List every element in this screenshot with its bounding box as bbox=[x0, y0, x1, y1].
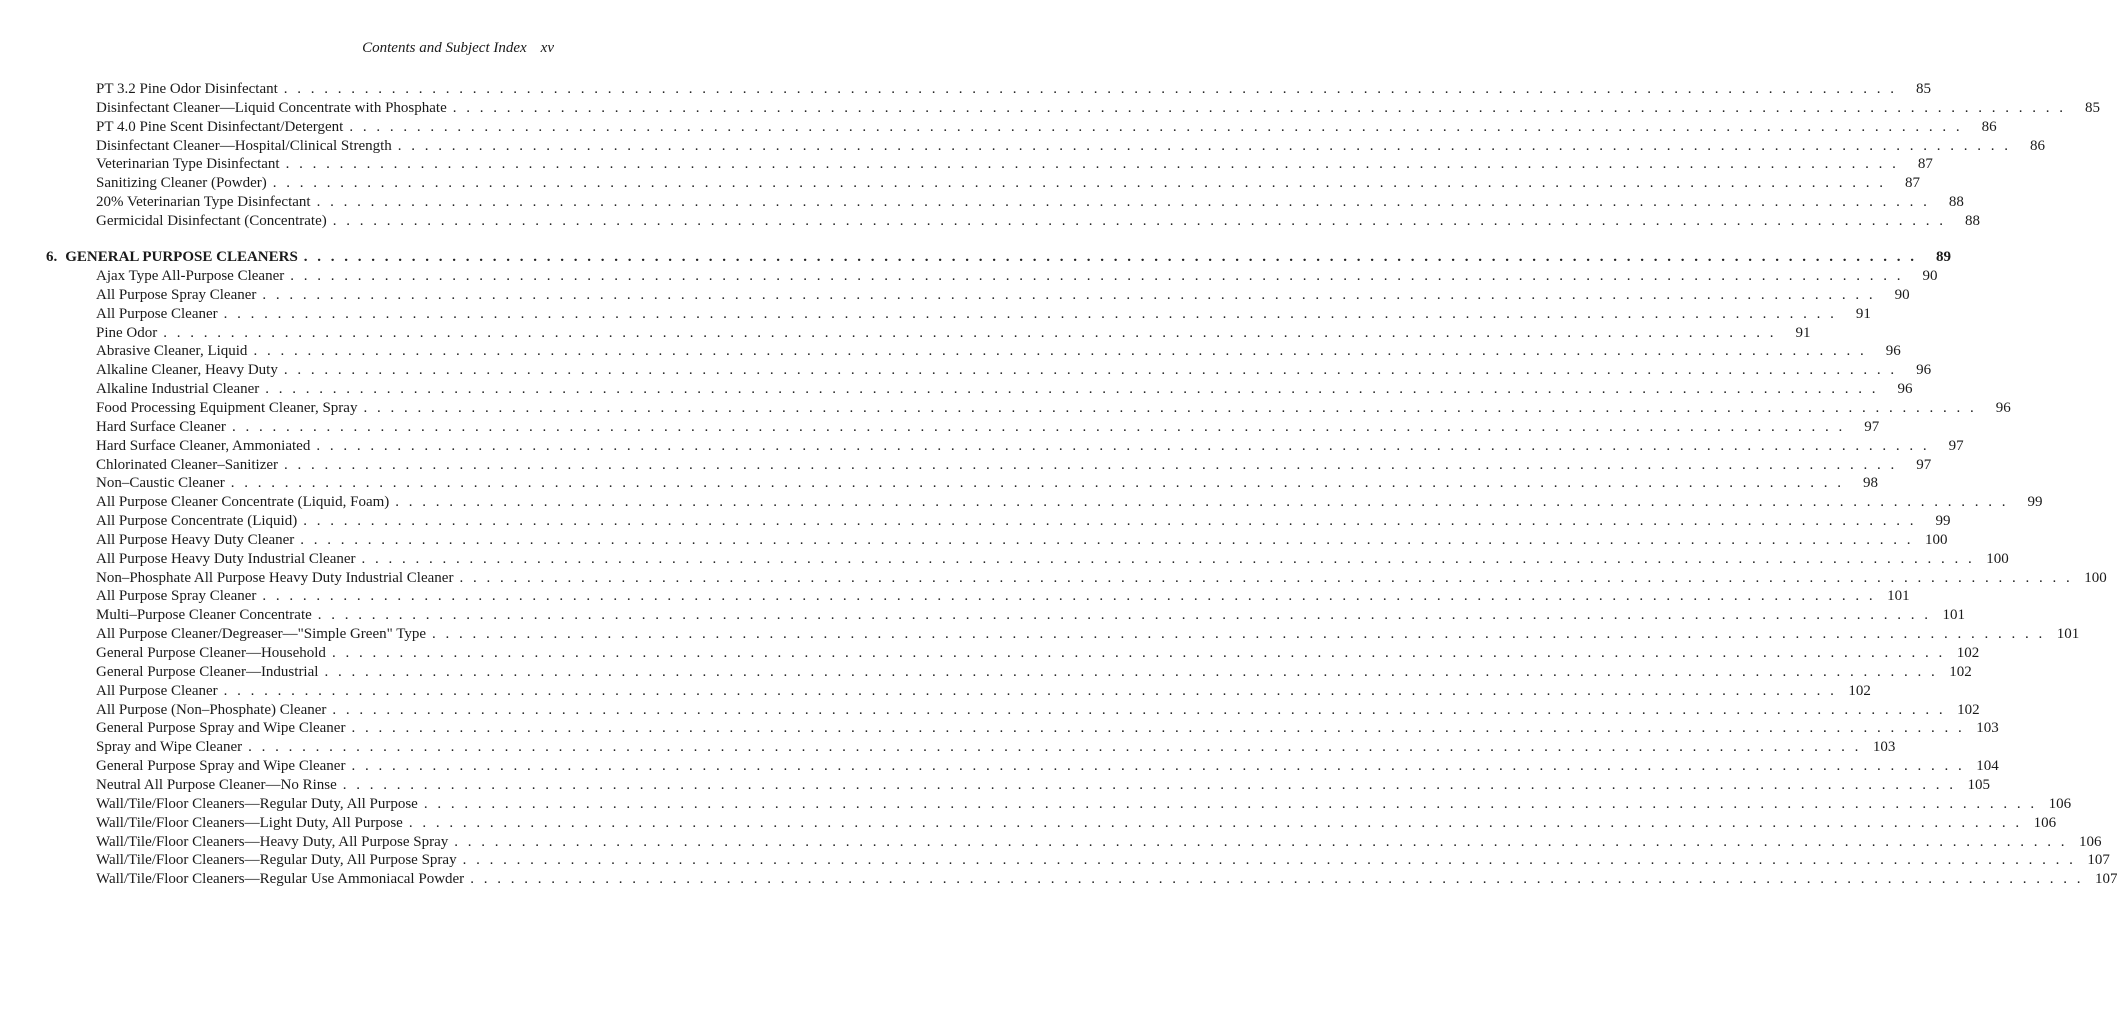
dot-leader: . . . . . . . . . . . . . . . . . . . . . . . . . . . . . . . . . . . . . . . . . . . . . . . . . . . . . . . . . . . . . . . . . . . . . . . . . . . . . . . . . . . . . . . . . . . . . . . . . . . . . . . . . . . . . . . . . . . . . . . . bbox=[316, 194, 1930, 211]
dot-leader: . . . . . . . . . . . . . . . . . . . . . . . . . . . . . . . . . . . . . . . . . . . . . . . . . . . . . . . . . . . . . . . . . . . . . . . . . . . . . . . . . . . . . . . . . . . . . . . . . . . . . . . . . . . . . . . . . . . . . . . . bbox=[316, 437, 1930, 454]
page-number: 96 bbox=[1916, 362, 1932, 379]
dot-leader: . . . . . . . . . . . . . . . . . . . . . . . . . . . . . . . . . . . . . . . . . . . . . . . . . . . . . . . . . . . . . . . . . . . . . . . . . . . . . . . . . . . . . . . . . . . . . . . . . . . . . . . . . . . . . . . . . . . . . . . . bbox=[454, 833, 2068, 850]
entry-title: Veterinarian Type Disinfectant bbox=[96, 156, 280, 173]
entry-title: All Purpose Cleaner/Degreaser—"Simple Green" Type bbox=[96, 626, 426, 643]
dot-leader: . . . . . . . . . . . . . . . . . . . . . . . . . . . . . . . . . . . . . . . . . . . . . . . . . . . . . . . . . . . . . . . . . . . . . . . . . . . . . . . . . . . . . . . . . . . . . . . . . . . . . . . . . . . . . . . . . . . . . . . . bbox=[317, 607, 1932, 624]
page-number: 102 bbox=[1848, 682, 1871, 699]
toc-entry bbox=[96, 814, 2057, 832]
entry-title: Sanitizing Cleaner (Powder) bbox=[96, 175, 267, 192]
entry-title: Hard Surface Cleaner bbox=[96, 418, 226, 435]
toc-entry bbox=[96, 531, 1948, 549]
dot-leader: . . . . . . . . . . . . . . . . . . . . . . . . . . . . . . . . . . . . . . . . . . . . . . . . . . . . . . . . . . . . . . . . . . . . . . . . . . . . . . . . . . . . . . . . . . . . . . . . . . . . . . . . . . . . . . . . . . . . . . . . bbox=[283, 362, 1898, 379]
dot-leader: . . . . . . . . . . . . . . . . . . . . . . . . . . . . . . . . . . . . . . . . . . . . . . . . . . . . . . . . . . . . . . . . . . . . . . . . . . . . . . . . . . . . . . . . . . . . . . . . . . . . . . . . . . . . . . . . . . . . . . . . bbox=[303, 513, 1917, 530]
toc-entry bbox=[96, 870, 2117, 888]
dot-leader: . . . . . . . . . . . . . . . . . . . . . . . . . . . . . . . . . . . . . . . . . . . . . . . . . . . . . . . . . . . . . . . . . . . . . . . . . . . . . . . . . . . . . . . . . . . . . . . . . . . . . . . . . . . . . . . . . . . . . . . . bbox=[253, 343, 1867, 360]
page-number: 88 bbox=[1965, 212, 1980, 229]
page-number: 85 bbox=[1916, 81, 1932, 97]
entry-title: Food Processing Equipment Cleaner, Spray bbox=[96, 399, 358, 416]
dot-leader: . . . . . . . . . . . . . . . . . . . . . . . . . . . . . . . . . . . . . . . . . . . . . . . . . . . . . . . . . . . . . . . . . . . . . . . . . . . . . . . . . . . . . . . . . . . . . . . . . . . . . . . . . . . . . . . . . . . . . . . . bbox=[459, 569, 2073, 586]
page-number: 96 bbox=[1885, 343, 1901, 360]
entry-title: All Purpose Heavy Duty Industrial Cleaner bbox=[96, 550, 356, 567]
toc-entry bbox=[96, 625, 2080, 643]
entry-title: General Purpose Cleaner—Household bbox=[96, 645, 326, 661]
dot-leader: . . . . . . . . . . . . . . . . . . . . . . . . . . . . . . . . . . . . . . . . . . . . . . . . . . . . . . . . . . . . . . . . . . . . . . . . . . . . . . . . . . . . . . . . . . . . . . . . . . . . . . . . . . . . . . . . . . . . . . . . bbox=[290, 268, 1904, 284]
entry-title: Non–Caustic Cleaner bbox=[96, 475, 225, 492]
dot-leader: . . . . . . . . . . . . . . . . . . . . . . . . . . . . . . . . . . . . . . . . . . . . . . . . . . . . . . . . . . . . . . . . . . . . . . . . . . . . . . . . . . . . . . . . . . . . . . . . . . . . . . . . . . . . . . . . . . . . . . . . bbox=[248, 739, 1862, 756]
entry-title: All Purpose Spray Cleaner bbox=[96, 588, 257, 605]
toc-entry bbox=[96, 418, 1880, 436]
entry-title: Abrasive Cleaner, Liquid bbox=[96, 343, 248, 360]
page-number: 100 bbox=[1925, 531, 1948, 548]
toc-entry bbox=[96, 80, 1932, 98]
dot-leader: . . . . . . . . . . . . . . . . . . . . . . . . . . . . . . . . . . . . . . . . . . . . . . . . . . . . . . . . . . . . . . . . . . . . . . . . . . . . . . . . . . . . . . . . . . . . . . . . . . . . . . . . . . . . . . . . . . . . . . . . bbox=[223, 682, 1837, 699]
page-number: 107 bbox=[2087, 852, 2110, 869]
page-number: 97 bbox=[1864, 418, 1880, 435]
toc-entry bbox=[96, 512, 1951, 530]
toc-entry bbox=[96, 212, 1980, 230]
dot-leader: . . . . . . . . . . . . . . . . . . . . . . . . . . . . . . . . . . . . . . . . . . . . . . . . . . . . . . . . . . . . . . . . . . . . . . . . . . . . . . . . . . . . . . . . . . . . . . . . . . . . . . . . . . . . . . . . . . . . . . . . bbox=[331, 645, 1946, 661]
dot-leader: . . . . . . . . . . . . . . . . . . . . . . . . . . . . . . . . . . . . . . . . . . . . . . . . . . . . . . . . . . . . . . . . . . . . . . . . . . . . . . . . . . . . . . . . . . . . . . . . . . . . . . . . . . . . . . . . . . . . . . . . bbox=[230, 475, 1844, 492]
entry-title: All Purpose Cleaner bbox=[96, 682, 218, 699]
page-number: 97 bbox=[1948, 437, 1964, 454]
dot-leader: . . . . . . . . . . . . . . . . . . . . . . . . . . . . . . . . . . . . . . . . . . . . . . . . . . . . . . . . . . . . . . . . . . . . . . . . . . . . . . . . . . . . . . . . . . . . . . . . . . . . . . . . . . . . . . . . . . . . . . . . bbox=[163, 324, 1777, 341]
page-number: 106 bbox=[2033, 814, 2057, 831]
dot-leader: . . . . . . . . . . . . . . . . . . . . . . . . . . . . . . . . . . . . . . . . . . . . . . . . . . . . . . . . . . . . . . . . . . . . . . . . . . . . . . . . . . . . . . . . . . . . . . . . . . . . . . . . . . . . . . . . . . . . . . . . bbox=[351, 720, 1965, 737]
toc-entry bbox=[96, 851, 2110, 869]
dot-leader: . . . . . . . . . . . . . . . . . . . . . . . . . . . . . . . . . . . . . . . . . . . . . . . . . . . . . . . . . . . . . . . . . . . . . . . . . . . . . . . . . . . . . . . . . . . . . . . . . . . . . . . . . . . . . . . . . . . . . . . . bbox=[395, 494, 2009, 511]
dot-leader: . . . . . . . . . . . . . . . . . . . . . . . . . . . . . . . . . . . . . . . . . . . . . . . . . . . . . . . . . . . . . . . . . . . . . . . . . . . . . . . . . . . . . . . . . . . . . . . . . . . . . . . . . . . . . . . . . . . . . . . . bbox=[300, 531, 1914, 548]
entry-title: Wall/Tile/Floor Cleaners—Regular Duty, All Purpose Spray bbox=[96, 852, 457, 869]
page-number: 103 bbox=[1976, 720, 1999, 737]
dot-leader: . . . . . . . . . . . . . . . . . . . . . . . . . . . . . . . . . . . . . . . . . . . . . . . . . . . . . . . . . . . . . . . . . . . . . . . . . . . . . . . . . . . . . . . . . . . . . . . . . . . . . . . . . . . . . . . . . . . . . . . . bbox=[262, 588, 1876, 605]
toc-entry bbox=[96, 493, 2043, 511]
entry-title: All Purpose Heavy Duty Cleaner bbox=[96, 531, 295, 548]
toc-entry bbox=[96, 193, 1964, 211]
entry-title: Spray and Wipe Cleaner bbox=[96, 739, 243, 756]
dot-leader: . . . . . . . . . . . . . . . . . . . . . . . . . . . . . . . . . . . . . . . . . . . . . . . . . . . . . . . . . . . . . . . . . . . . . . . . . . . . . . . . . . . . . . . . . . . . . . . . . . . . . . . . . . . . . . . . . . . . . . . . bbox=[284, 456, 1898, 473]
toc-entry bbox=[96, 757, 1999, 775]
page-number: 107 bbox=[2094, 871, 2117, 888]
page-number: 100 bbox=[2084, 569, 2107, 586]
entry-title: All Purpose (Non–Phosphate) Cleaner bbox=[96, 701, 327, 718]
page-number: 100 bbox=[1986, 550, 2009, 567]
dot-leader: . . . . . . . . . . . . . . . . . . . . . . . . . . . . . . . . . . . . . . . . . . . . . . . . . . . . . . . . . . . . . . . . . . . . . . . . . . . . . . . . . . . . . . . . . . . . . . . . . . . . . . . . . . . . . . . . . . . . . . . . bbox=[265, 381, 1879, 398]
page-number: 91 bbox=[1855, 305, 1871, 322]
entry-title: Wall/Tile/Floor Cleaners—Light Duty, All Purpose bbox=[96, 814, 403, 831]
entry-title: Wall/Tile/Floor Cleaners—Regular Duty, All Purpose bbox=[96, 795, 418, 812]
page-header bbox=[362, 40, 554, 57]
page-number: 104 bbox=[1976, 758, 1999, 775]
dot-leader: . . . . . . . . . . . . . . . . . . . . . . . . . . . . . . . . . . . . . . . . . . . . . . . . . . . . . . . . . . . . . . . . . . . . . . . . . . . . . . . . . . . . . . . . . . . . . . . . . . . . . . . . . . . . . . . . . . . . . . . . bbox=[223, 305, 1837, 322]
page-number: 106 bbox=[2079, 833, 2102, 850]
dot-leader: . . . . . . . . . . . . . . . . . . . . . . . . . . . . . . . . . . . . . . . . . . . . . . . . . . . . . . . . . . . . . . . . . . . . . . . . . . . . . . . . . . . . . . . . . . . . . . . . . . . . . . . . . . . . . . . . . . . . . . . . bbox=[303, 249, 1918, 265]
dot-leader: . . . . . . . . . . . . . . . . . . . . . . . . . . . . . . . . . . . . . . . . . . . . . . . . . . . . . . . . . . . . . . . . . . . . . . . . . . . . . . . . . . . . . . . . . . . . . . . . . . . . . . . . . . . . . . . . . . . . . . . . bbox=[470, 871, 2084, 888]
page-number: 87 bbox=[1917, 156, 1933, 173]
toc-entry bbox=[96, 155, 1933, 173]
toc-entry bbox=[96, 118, 1997, 136]
toc-entry bbox=[96, 137, 2046, 155]
section-heading bbox=[46, 248, 1952, 266]
entry-title: Alkaline Industrial Cleaner bbox=[96, 381, 260, 398]
toc-entry bbox=[96, 342, 1901, 360]
running-head-title: Contents and Subject Index bbox=[362, 40, 527, 56]
entry-title: Disinfectant Cleaner—Liquid Concentrate with Phosphate bbox=[96, 99, 447, 116]
page-number: 90 bbox=[1922, 268, 1938, 284]
toc-entry bbox=[96, 587, 1910, 605]
entry-title: Non–Phosphate All Purpose Heavy Duty Industrial Cleaner bbox=[96, 569, 454, 586]
page-number: 96 bbox=[1995, 399, 2011, 416]
entry-title: All Purpose Spray Cleaner bbox=[96, 286, 257, 303]
running-head-page-number: xv bbox=[540, 40, 554, 56]
toc-entry bbox=[96, 456, 1932, 474]
dot-leader: . . . . . . . . . . . . . . . . . . . . . . . . . . . . . . . . . . . . . . . . . . . . . . . . . . . . . . . . . . . . . . . . . . . . . . . . . . . . . . . . . . . . . . . . . . . . . . . . . . . . . . . . . . . . . . . . . . . . . . . . bbox=[332, 212, 1946, 229]
toc-entry bbox=[96, 267, 1938, 285]
page-number: 89 bbox=[1936, 249, 1952, 265]
toc-entry bbox=[96, 776, 1991, 794]
entry-title: PT 3.2 Pine Odor Disinfectant bbox=[96, 81, 278, 97]
toc-entry bbox=[96, 99, 2100, 117]
dot-leader: . . . . . . . . . . . . . . . . . . . . . . . . . . . . . . . . . . . . . . . . . . . . . . . . . . . . . . . . . . . . . . . . . . . . . . . . . . . . . . . . . . . . . . . . . . . . . . . . . . . . . . . . . . . . . . . . . . . . . . . . bbox=[231, 418, 1846, 435]
dot-leader: . . . . . . . . . . . . . . . . . . . . . . . . . . . . . . . . . . . . . . . . . . . . . . . . . . . . . . . . . . . . . . . . . . . . . . . . . . . . . . . . . . . . . . . . . . . . . . . . . . . . . . . . . . . . . . . . . . . . . . . . bbox=[452, 99, 2066, 116]
page-number: 90 bbox=[1894, 286, 1910, 303]
toc-entry bbox=[96, 682, 1871, 700]
dot-leader: . . . . . . . . . . . . . . . . . . . . . . . . . . . . . . . . . . . . . . . . . . . . . . . . . . . . . . . . . . . . . . . . . . . . . . . . . . . . . . . . . . . . . . . . . . . . . . . . . . . . . . . . . . . . . . . . . . . . . . . . bbox=[283, 81, 1898, 97]
entry-title: Germicidal Disinfectant (Concentrate) bbox=[96, 212, 327, 229]
toc-entry bbox=[96, 305, 1871, 323]
entry-title: Multi–Purpose Cleaner Concentrate bbox=[96, 607, 312, 624]
entry-title: General Purpose Cleaner—Industrial bbox=[96, 663, 319, 680]
entry-title: Hard Surface Cleaner, Ammoniated bbox=[96, 437, 311, 454]
entry-title: Wall/Tile/Floor Cleaners—Heavy Duty, All Purpose Spray bbox=[96, 833, 449, 850]
toc-entry bbox=[96, 833, 2102, 851]
toc-entry bbox=[96, 663, 1972, 681]
page-number: 101 bbox=[1887, 588, 1910, 605]
toc-entry bbox=[96, 174, 1921, 192]
entry-title: General Purpose Spray and Wipe Cleaner bbox=[96, 758, 346, 775]
page-number: 85 bbox=[2085, 99, 2100, 116]
dot-leader: . . . . . . . . . . . . . . . . . . . . . . . . . . . . . . . . . . . . . . . . . . . . . . . . . . . . . . . . . . . . . . . . . . . . . . . . . . . . . . . . . . . . . . . . . . . . . . . . . . . . . . . . . . . . . . . . . . . . . . . . bbox=[432, 626, 2046, 643]
page-number: 102 bbox=[1957, 701, 1980, 718]
entry-title: Alkaline Cleaner, Heavy Duty bbox=[96, 362, 278, 379]
toc-entry bbox=[96, 324, 1811, 342]
toc-entry bbox=[96, 644, 1980, 662]
entry-title: Pine Odor bbox=[96, 324, 158, 341]
entry-title: All Purpose Cleaner Concentrate (Liquid, Foam) bbox=[96, 494, 390, 511]
dot-leader: . . . . . . . . . . . . . . . . . . . . . . . . . . . . . . . . . . . . . . . . . . . . . . . . . . . . . . . . . . . . . . . . . . . . . . . . . . . . . . . . . . . . . . . . . . . . . . . . . . . . . . . . . . . . . . . . . . . . . . . . bbox=[462, 852, 2076, 869]
entry-title: All Purpose Cleaner bbox=[96, 305, 218, 322]
dot-leader: . . . . . . . . . . . . . . . . . . . . . . . . . . . . . . . . . . . . . . . . . . . . . . . . . . . . . . . . . . . . . . . . . . . . . . . . . . . . . . . . . . . . . . . . . . . . . . . . . . . . . . . . . . . . . . . . . . . . . . . . bbox=[272, 175, 1887, 192]
page-number: 105 bbox=[1967, 776, 1991, 793]
toc-entry bbox=[96, 550, 2009, 568]
page-number: 99 bbox=[1935, 513, 1951, 530]
entry-title: General Purpose Spray and Wipe Cleaner bbox=[96, 720, 346, 737]
toc-entry bbox=[96, 738, 1896, 756]
dot-leader: . . . . . . . . . . . . . . . . . . . . . . . . . . . . . . . . . . . . . . . . . . . . . . . . . . . . . . . . . . . . . . . . . . . . . . . . . . . . . . . . . . . . . . . . . . . . . . . . . . . . . . . . . . . . . . . . . . . . . . . . bbox=[423, 795, 2038, 812]
toc-entry bbox=[96, 569, 2107, 587]
page-number: 97 bbox=[1916, 456, 1932, 473]
entry-title: 20% Veterinarian Type Disinfectant bbox=[96, 194, 311, 211]
toc-entry bbox=[96, 474, 1878, 492]
entry-title: Chlorinated Cleaner–Sanitizer bbox=[96, 456, 279, 473]
page-number: 102 bbox=[1949, 663, 1972, 680]
page-number: 99 bbox=[2027, 494, 2043, 511]
toc-entry bbox=[96, 606, 1966, 624]
dot-leader: . . . . . . . . . . . . . . . . . . . . . . . . . . . . . . . . . . . . . . . . . . . . . . . . . . . . . . . . . . . . . . . . . . . . . . . . . . . . . . . . . . . . . . . . . . . . . . . . . . . . . . . . . . . . . . . . . . . . . . . . bbox=[349, 118, 1963, 135]
entry-title: Disinfectant Cleaner—Hospital/Clinical Strength bbox=[96, 137, 392, 154]
toc-entry bbox=[96, 399, 2011, 417]
section-title: GENERAL PURPOSE CLEANERS bbox=[65, 249, 298, 265]
dot-leader: . . . . . . . . . . . . . . . . . . . . . . . . . . . . . . . . . . . . . . . . . . . . . . . . . . . . . . . . . . . . . . . . . . . . . . . . . . . . . . . . . . . . . . . . . . . . . . . . . . . . . . . . . . . . . . . . . . . . . . . . bbox=[324, 663, 1938, 680]
page-number: 88 bbox=[1948, 194, 1964, 211]
page-number: 101 bbox=[2056, 626, 2080, 643]
dot-leader: . . . . . . . . . . . . . . . . . . . . . . . . . . . . . . . . . . . . . . . . . . . . . . . . . . . . . . . . . . . . . . . . . . . . . . . . . . . . . . . . . . . . . . . . . . . . . . . . . . . . . . . . . . . . . . . . . . . . . . . . bbox=[351, 758, 1965, 775]
toc-entry bbox=[96, 719, 1999, 737]
entry-title: Neutral All Purpose Cleaner—No Rinse bbox=[96, 776, 337, 793]
dot-leader: . . . . . . . . . . . . . . . . . . . . . . . . . . . . . . . . . . . . . . . . . . . . . . . . . . . . . . . . . . . . . . . . . . . . . . . . . . . . . . . . . . . . . . . . . . . . . . . . . . . . . . . . . . . . . . . . . . . . . . . . bbox=[397, 137, 2012, 154]
entry-title: Wall/Tile/Floor Cleaners—Regular Use Ammoniacal Powder bbox=[96, 871, 465, 888]
page-number: 106 bbox=[2048, 795, 2072, 812]
dot-leader: . . . . . . . . . . . . . . . . . . . . . . . . . . . . . . . . . . . . . . . . . . . . . . . . . . . . . . . . . . . . . . . . . . . . . . . . . . . . . . . . . . . . . . . . . . . . . . . . . . . . . . . . . . . . . . . . . . . . . . . . bbox=[285, 156, 1899, 173]
dot-leader: . . . . . . . . . . . . . . . . . . . . . . . . . . . . . . . . . . . . . . . . . . . . . . . . . . . . . . . . . . . . . . . . . . . . . . . . . . . . . . . . . . . . . . . . . . . . . . . . . . . . . . . . . . . . . . . . . . . . . . . . bbox=[332, 701, 1946, 718]
page-number: 102 bbox=[1956, 645, 1980, 661]
toc-entry bbox=[96, 286, 1910, 304]
dot-leader: . . . . . . . . . . . . . . . . . . . . . . . . . . . . . . . . . . . . . . . . . . . . . . . . . . . . . . . . . . . . . . . . . . . . . . . . . . . . . . . . . . . . . . . . . . . . . . . . . . . . . . . . . . . . . . . . . . . . . . . . bbox=[342, 776, 1957, 793]
dot-leader: . . . . . . . . . . . . . . . . . . . . . . . . . . . . . . . . . . . . . . . . . . . . . . . . . . . . . . . . . . . . . . . . . . . . . . . . . . . . . . . . . . . . . . . . . . . . . . . . . . . . . . . . . . . . . . . . . . . . . . . . bbox=[363, 399, 1977, 416]
page-number: 86 bbox=[2030, 137, 2046, 154]
toc-entry bbox=[96, 437, 1964, 455]
dot-leader: . . . . . . . . . . . . . . . . . . . . . . . . . . . . . . . . . . . . . . . . . . . . . . . . . . . . . . . . . . . . . . . . . . . . . . . . . . . . . . . . . . . . . . . . . . . . . . . . . . . . . . . . . . . . . . . . . . . . . . . . bbox=[361, 550, 1975, 567]
page-number: 98 bbox=[1862, 475, 1878, 492]
toc-entry bbox=[96, 701, 1980, 719]
toc-entry bbox=[96, 361, 1932, 379]
dot-leader: . . . . . . . . . . . . . . . . . . . . . . . . . . . . . . . . . . . . . . . . . . . . . . . . . . . . . . . . . . . . . . . . . . . . . . . . . . . . . . . . . . . . . . . . . . . . . . . . . . . . . . . . . . . . . . . . . . . . . . . . bbox=[262, 286, 1876, 303]
page-number: 101 bbox=[1942, 607, 1966, 624]
page-number: 96 bbox=[1897, 381, 1913, 398]
page-number: 86 bbox=[1981, 118, 1997, 135]
entry-title: Ajax Type All-Purpose Cleaner bbox=[96, 268, 285, 284]
toc-entry bbox=[96, 795, 2072, 813]
page-number: 103 bbox=[1872, 739, 1896, 756]
page-number: 87 bbox=[1905, 175, 1921, 192]
page-number: 91 bbox=[1795, 324, 1811, 341]
dot-leader: . . . . . . . . . . . . . . . . . . . . . . . . . . . . . . . . . . . . . . . . . . . . . . . . . . . . . . . . . . . . . . . . . . . . . . . . . . . . . . . . . . . . . . . . . . . . . . . . . . . . . . . . . . . . . . . . . . . . . . . . bbox=[408, 814, 2023, 831]
entry-title: All Purpose Concentrate (Liquid) bbox=[96, 513, 298, 530]
section-number: 6. bbox=[46, 249, 58, 265]
entry-title: PT 4.0 Pine Scent Disinfectant/Detergent bbox=[96, 118, 344, 135]
toc-entry bbox=[96, 380, 1913, 398]
